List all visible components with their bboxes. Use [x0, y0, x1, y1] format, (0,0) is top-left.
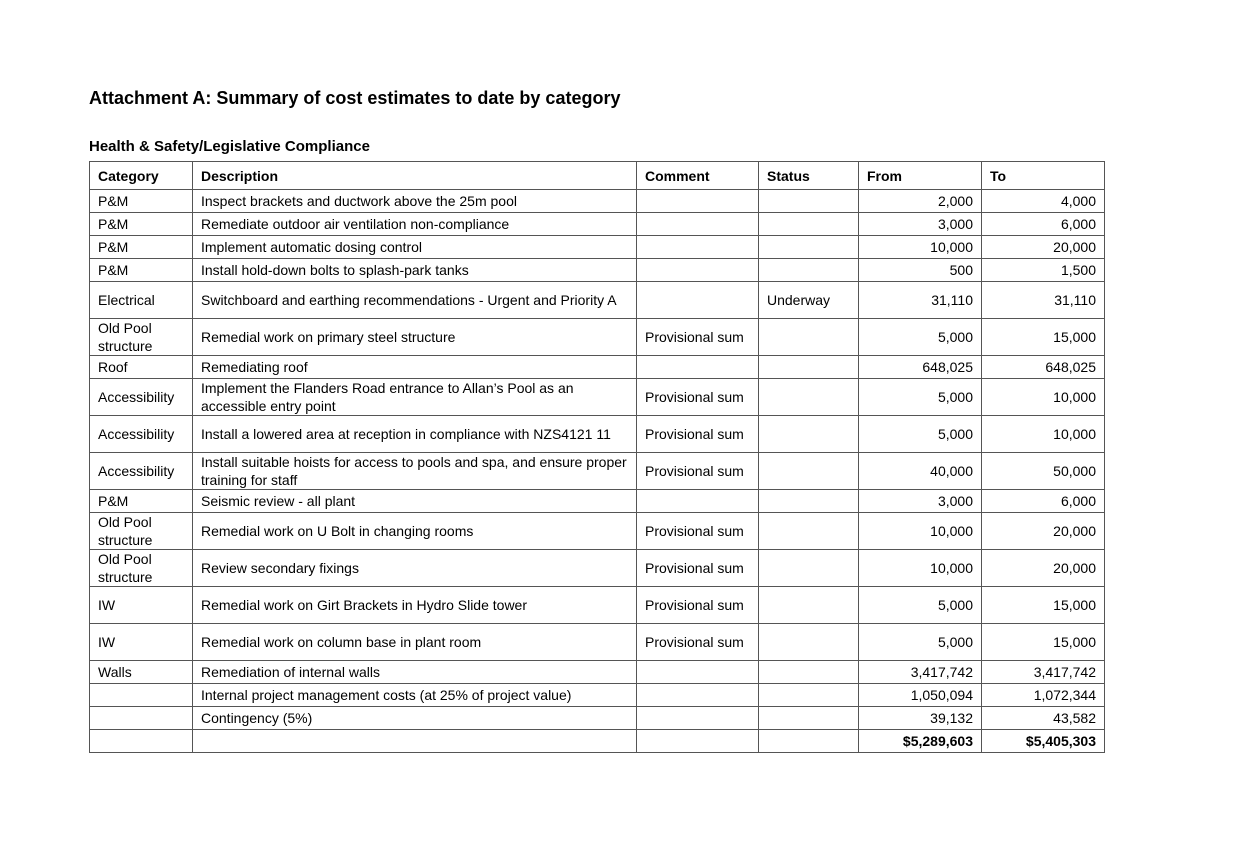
table-row: [90, 236, 1105, 259]
cell-to: 648,025: [982, 356, 1105, 379]
total-comment-cell: [637, 730, 759, 753]
total-category-cell: [90, 730, 193, 753]
cell-to: 43,582: [982, 707, 1105, 730]
cell-from: 1,050,094: [859, 684, 982, 707]
table-row: [90, 707, 1105, 730]
cell-description: Implement the Flanders Road entrance to Allan’s Pool as an accessible entry point: [193, 379, 637, 416]
cell-category: Accessibility: [90, 379, 193, 416]
table-row: [90, 259, 1105, 282]
cell-to: 15,000: [982, 587, 1105, 624]
cell-description: Remedial work on primary steel structure: [193, 319, 637, 356]
cell-comment: [637, 490, 759, 513]
cell-from: 10,000: [859, 513, 982, 550]
cell-comment: Provisional sum: [637, 624, 759, 661]
cell-from: 39,132: [859, 707, 982, 730]
cell-description: Inspect brackets and ductwork above the 25m pool: [193, 190, 637, 213]
cell-description: Internal project management costs (at 25% of project value): [193, 684, 637, 707]
total-row: [90, 730, 1105, 753]
cell-description: Install hold-down bolts to splash-park tanks: [193, 259, 637, 282]
cell-to: 15,000: [982, 624, 1105, 661]
cell-status: [759, 587, 859, 624]
table-body: [90, 190, 1105, 730]
cell-comment: [637, 236, 759, 259]
cell-from: 2,000: [859, 190, 982, 213]
cell-from: 10,000: [859, 550, 982, 587]
cell-status: [759, 379, 859, 416]
cell-description: Install suitable hoists for access to pools and spa, and ensure proper training for staff: [193, 453, 637, 490]
table-row: [90, 379, 1105, 416]
cell-from: 5,000: [859, 379, 982, 416]
table-row: [90, 624, 1105, 661]
header-to: To: [982, 162, 1105, 190]
cell-description: Implement automatic dosing control: [193, 236, 637, 259]
cell-status: [759, 190, 859, 213]
cell-comment: [637, 259, 759, 282]
cell-comment: [637, 213, 759, 236]
cell-description: Review secondary fixings: [193, 550, 637, 587]
cell-category: IW: [90, 587, 193, 624]
cell-status: [759, 513, 859, 550]
header-category: Category: [90, 162, 193, 190]
cell-from: 5,000: [859, 319, 982, 356]
cell-from: 5,000: [859, 587, 982, 624]
cell-category: [90, 684, 193, 707]
cell-status: [759, 453, 859, 490]
table-row: [90, 587, 1105, 624]
cell-from: 3,000: [859, 490, 982, 513]
cell-comment: [637, 661, 759, 684]
cell-to: 10,000: [982, 416, 1105, 453]
cell-description: Seismic review - all plant: [193, 490, 637, 513]
cell-category: Old Pool structure: [90, 319, 193, 356]
header-from: From: [859, 162, 982, 190]
cell-to: 4,000: [982, 190, 1105, 213]
table-row: [90, 550, 1105, 587]
table-row: [90, 190, 1105, 213]
cell-from: 10,000: [859, 236, 982, 259]
total-status-cell: [759, 730, 859, 753]
cell-status: [759, 319, 859, 356]
table-row: [90, 356, 1105, 379]
cell-category: Accessibility: [90, 453, 193, 490]
cell-status: [759, 707, 859, 730]
table-row: [90, 513, 1105, 550]
cell-to: 15,000: [982, 319, 1105, 356]
total-to: $5,405,303: [982, 730, 1105, 753]
cell-status: [759, 213, 859, 236]
cell-comment: [637, 282, 759, 319]
table-row: [90, 213, 1105, 236]
cell-from: 5,000: [859, 416, 982, 453]
cell-description: Remediating roof: [193, 356, 637, 379]
cell-status: [759, 624, 859, 661]
cell-to: 1,072,344: [982, 684, 1105, 707]
table-row: [90, 282, 1105, 319]
cell-to: 6,000: [982, 213, 1105, 236]
cell-category: Old Pool structure: [90, 550, 193, 587]
cell-category: Walls: [90, 661, 193, 684]
cell-category: Old Pool structure: [90, 513, 193, 550]
cell-status: [759, 236, 859, 259]
cell-description: Remedial work on column base in plant room: [193, 624, 637, 661]
cell-description: Remediate outdoor air ventilation non-compliance: [193, 213, 637, 236]
cell-to: 20,000: [982, 236, 1105, 259]
cell-comment: Provisional sum: [637, 379, 759, 416]
cell-comment: [637, 684, 759, 707]
cell-to: 50,000: [982, 453, 1105, 490]
cell-description: Install a lowered area at reception in compliance with NZS4121 11: [193, 416, 637, 453]
cell-status: [759, 356, 859, 379]
header-description: Description: [193, 162, 637, 190]
cell-comment: Provisional sum: [637, 453, 759, 490]
cell-description: Remedial work on U Bolt in changing rooms: [193, 513, 637, 550]
cell-comment: [637, 356, 759, 379]
cell-from: 31,110: [859, 282, 982, 319]
cell-comment: Provisional sum: [637, 319, 759, 356]
page-title: Attachment A: Summary of cost estimates to date by category: [89, 88, 621, 108]
table-row: [90, 684, 1105, 707]
header-status: Status: [759, 162, 859, 190]
cell-comment: Provisional sum: [637, 550, 759, 587]
table-row: [90, 661, 1105, 684]
cell-description: Switchboard and earthing recommendations - Urgent and Priority A: [193, 282, 637, 319]
table-row: [90, 490, 1105, 513]
cell-status: [759, 550, 859, 587]
cell-to: 3,417,742: [982, 661, 1105, 684]
cell-from: 5,000: [859, 624, 982, 661]
cell-category: [90, 707, 193, 730]
cell-from: 648,025: [859, 356, 982, 379]
cell-to: 31,110: [982, 282, 1105, 319]
table-row: [90, 453, 1105, 490]
cell-comment: Provisional sum: [637, 587, 759, 624]
cell-status: [759, 684, 859, 707]
table-row: [90, 319, 1105, 356]
cell-category: Accessibility: [90, 416, 193, 453]
section-heading: Health & Safety/Legislative Compliance: [89, 138, 370, 155]
cell-from: 500: [859, 259, 982, 282]
cell-description: Remedial work on Girt Brackets in Hydro Slide tower: [193, 587, 637, 624]
cell-category: P&M: [90, 190, 193, 213]
cell-status: Underway: [759, 282, 859, 319]
cell-to: 6,000: [982, 490, 1105, 513]
cell-status: [759, 490, 859, 513]
cell-to: 20,000: [982, 513, 1105, 550]
cell-category: P&M: [90, 259, 193, 282]
table-header-row: [90, 162, 1105, 190]
cell-category: P&M: [90, 213, 193, 236]
cell-from: 40,000: [859, 453, 982, 490]
table-row: [90, 416, 1105, 453]
cell-comment: [637, 707, 759, 730]
cell-comment: [637, 190, 759, 213]
total-from: $5,289,603: [859, 730, 982, 753]
cell-category: Electrical: [90, 282, 193, 319]
cell-status: [759, 416, 859, 453]
cell-description: Contingency (5%): [193, 707, 637, 730]
cell-from: 3,000: [859, 213, 982, 236]
cell-status: [759, 661, 859, 684]
cell-from: 3,417,742: [859, 661, 982, 684]
cell-category: P&M: [90, 490, 193, 513]
cell-to: 20,000: [982, 550, 1105, 587]
cell-to: 10,000: [982, 379, 1105, 416]
cell-category: Roof: [90, 356, 193, 379]
cell-category: P&M: [90, 236, 193, 259]
cell-comment: Provisional sum: [637, 416, 759, 453]
cell-to: 1,500: [982, 259, 1105, 282]
cost-estimates-table: [89, 161, 1105, 753]
cell-category: IW: [90, 624, 193, 661]
cell-description: Remediation of internal walls: [193, 661, 637, 684]
total-description-cell: [193, 730, 637, 753]
cell-status: [759, 259, 859, 282]
cell-comment: Provisional sum: [637, 513, 759, 550]
header-comment: Comment: [637, 162, 759, 190]
